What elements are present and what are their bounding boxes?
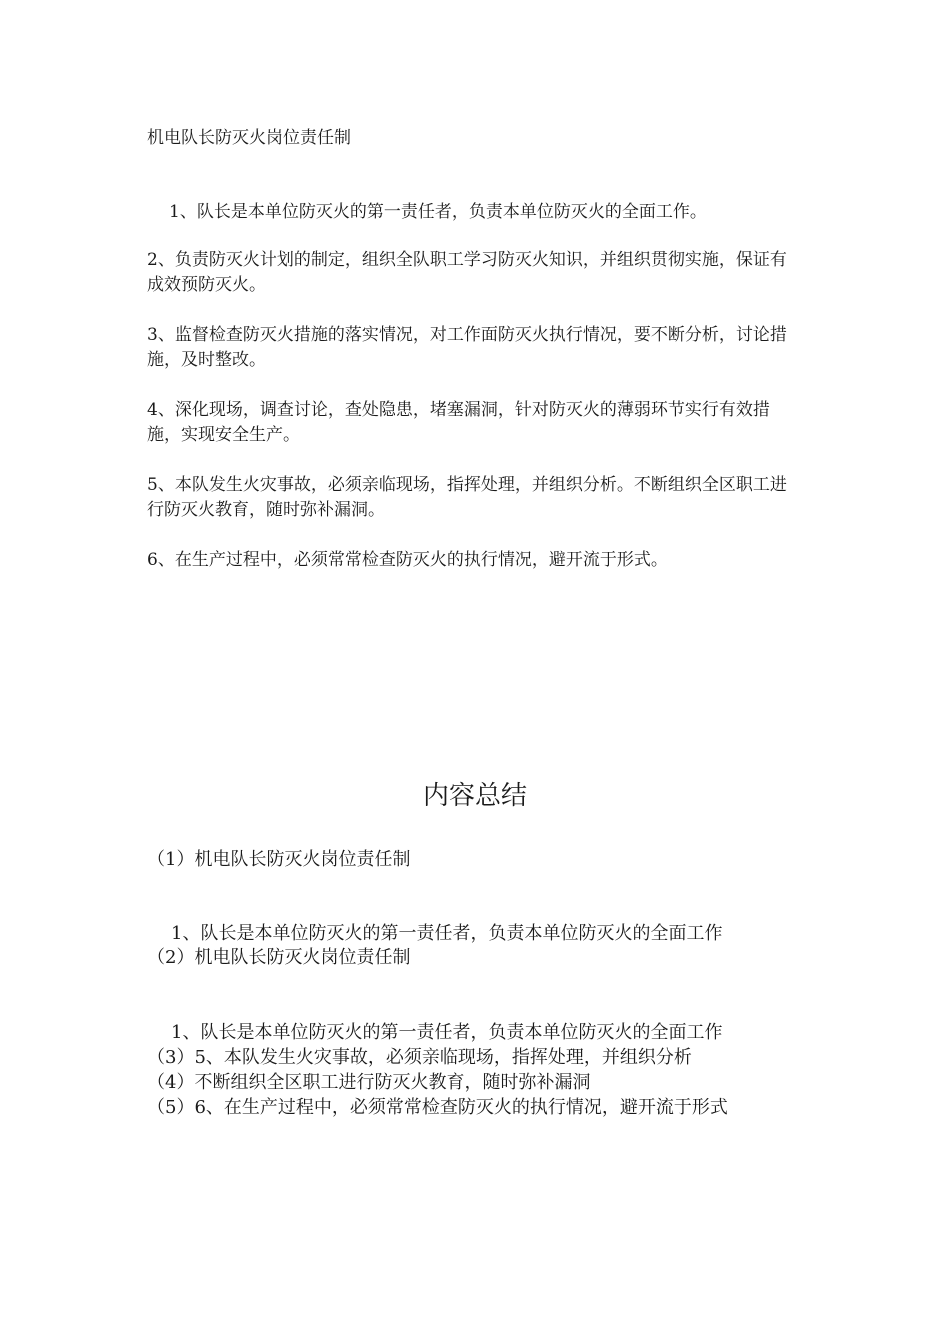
summary-heading: 内容总结: [422, 781, 527, 811]
summary-line-3: （2）机电队长防灭火岗位责任制: [147, 947, 411, 968]
summary-line-6: （4）不断组织全区职工进行防灭火教育，随时弥补漏洞: [147, 1072, 591, 1093]
paragraph-6: 6、在生产过程中，必须常常检查防灭火的执行情况，避开流于形式。: [147, 550, 668, 570]
paragraph-3: 3、监督检查防灭火措施的落实情况，对工作面防灭火执行情况，要不断分析，讨论措施，及时整改。: [147, 325, 787, 370]
summary-line-2: 1、队长是本单位防灭火的第一责任者，负责本单位防灭火的全面工作: [171, 923, 723, 944]
paragraph-5: 5、本队发生火灾事故，必须亲临现场，指挥处理，并组织分析。不断组织全区职工进行防灭火教育，随时弥补漏洞。: [147, 475, 787, 520]
summary-line-5: （3）5、本队发生火灾事故，必须亲临现场，指挥处理，并组织分析: [147, 1047, 692, 1068]
paragraph-2: 2、负责防灭火计划的制定，组织全队职工学习防灭火知识，并组织贯彻实施，保证有成效预防灭火。: [147, 250, 787, 295]
document-title: 机电队长防灭火岗位责任制: [147, 128, 351, 148]
summary-line-7: （5）6、在生产过程中，必须常常检查防灭火的执行情况，避开流于形式: [147, 1097, 728, 1118]
paragraph-1: 1、队长是本单位防灭火的第一责任者，负责本单位防灭火的全面工作。: [169, 202, 707, 222]
paragraph-4: 4、深化现场，调查讨论，查处隐患，堵塞漏洞，针对防灭火的薄弱环节实行有效措施，实现安全生产。: [147, 400, 770, 445]
summary-line-1: （1）机电队长防灭火岗位责任制: [147, 849, 411, 870]
summary-line-4: 1、队长是本单位防灭火的第一责任者，负责本单位防灭火的全面工作: [171, 1022, 723, 1043]
